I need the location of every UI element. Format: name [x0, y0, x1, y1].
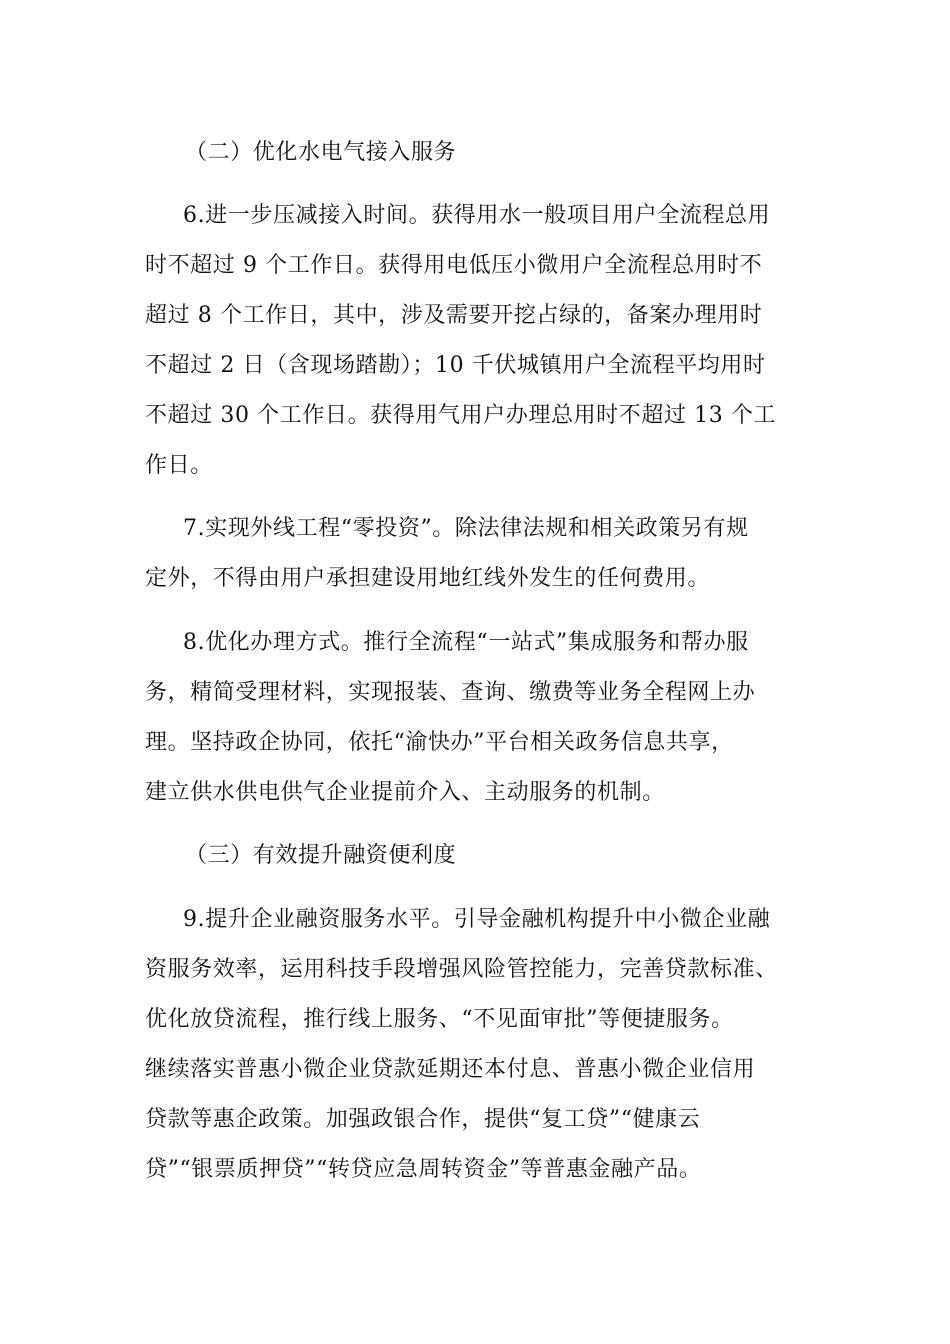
item-9-line-5: 贷款等惠企政策。加强政银合作，提供“复工贷”“健康云 [145, 1107, 701, 1132]
item-8-line-1: 8.优化办理方式。推行全流程“一站式”集成服务和帮办服 [183, 630, 749, 655]
item-7-line-1: 7.实现外线工程“零投资”。除法律法规和相关政策另有规 [183, 516, 749, 541]
item-8-line-4: 建立供水供电供气企业提前介入、主动服务的机制。 [145, 780, 665, 805]
item-6-line-5: 不超过 30 个工作日。获得用气用户办理总用时不超过 13 个工 [145, 403, 777, 428]
section-heading-2: （二）优化水电气接入服务 [185, 140, 457, 165]
section-heading-3: （三）有效提升融资便利度 [185, 843, 457, 868]
item-9-line-3: 优化放贷流程，推行线上服务、“不见面审批”等便捷服务。 [145, 1007, 734, 1032]
item-8-line-2: 务，精简受理材料，实现报装、查询、缴费等业务全程网上办 [145, 680, 756, 705]
item-9-line-2: 资服务效率，运用科技手段增强风险管控能力，完善贷款标准、 [145, 957, 778, 982]
item-9-line-6: 贷”“银票质押贷”“转贷应急周转资金”等普惠金融产品。 [145, 1157, 702, 1182]
item-6-line-1: 6.进一步压减接入时间。获得用水一般项目用户全流程总用 [183, 203, 771, 228]
item-9-line-4: 继续落实普惠小微企业贷款延期还本付息、普惠小微企业信用 [145, 1057, 756, 1082]
item-8-line-3: 理。坚持政企协同，依托“渝快办”平台相关政务信息共享， [145, 730, 734, 755]
item-6-line-4: 不超过 2 日（含现场踏勘）；10 千伏城镇用户全流程平均用时 [145, 353, 766, 378]
item-6-line-2: 时不超过 9 个工作日。获得用电低压小微用户全流程总用时不 [145, 253, 763, 278]
item-9-line-1: 9.提升企业融资服务水平。引导金融机构提升中小微企业融 [183, 907, 771, 932]
item-6-line-6: 作日。 [145, 453, 213, 478]
item-7-line-2: 定外，不得由用户承担建设用地红线外发生的任何费用。 [145, 566, 711, 591]
item-6-line-3: 超过 8 个工作日，其中，涉及需要开挖占绿的，备案办理用时 [145, 303, 763, 328]
